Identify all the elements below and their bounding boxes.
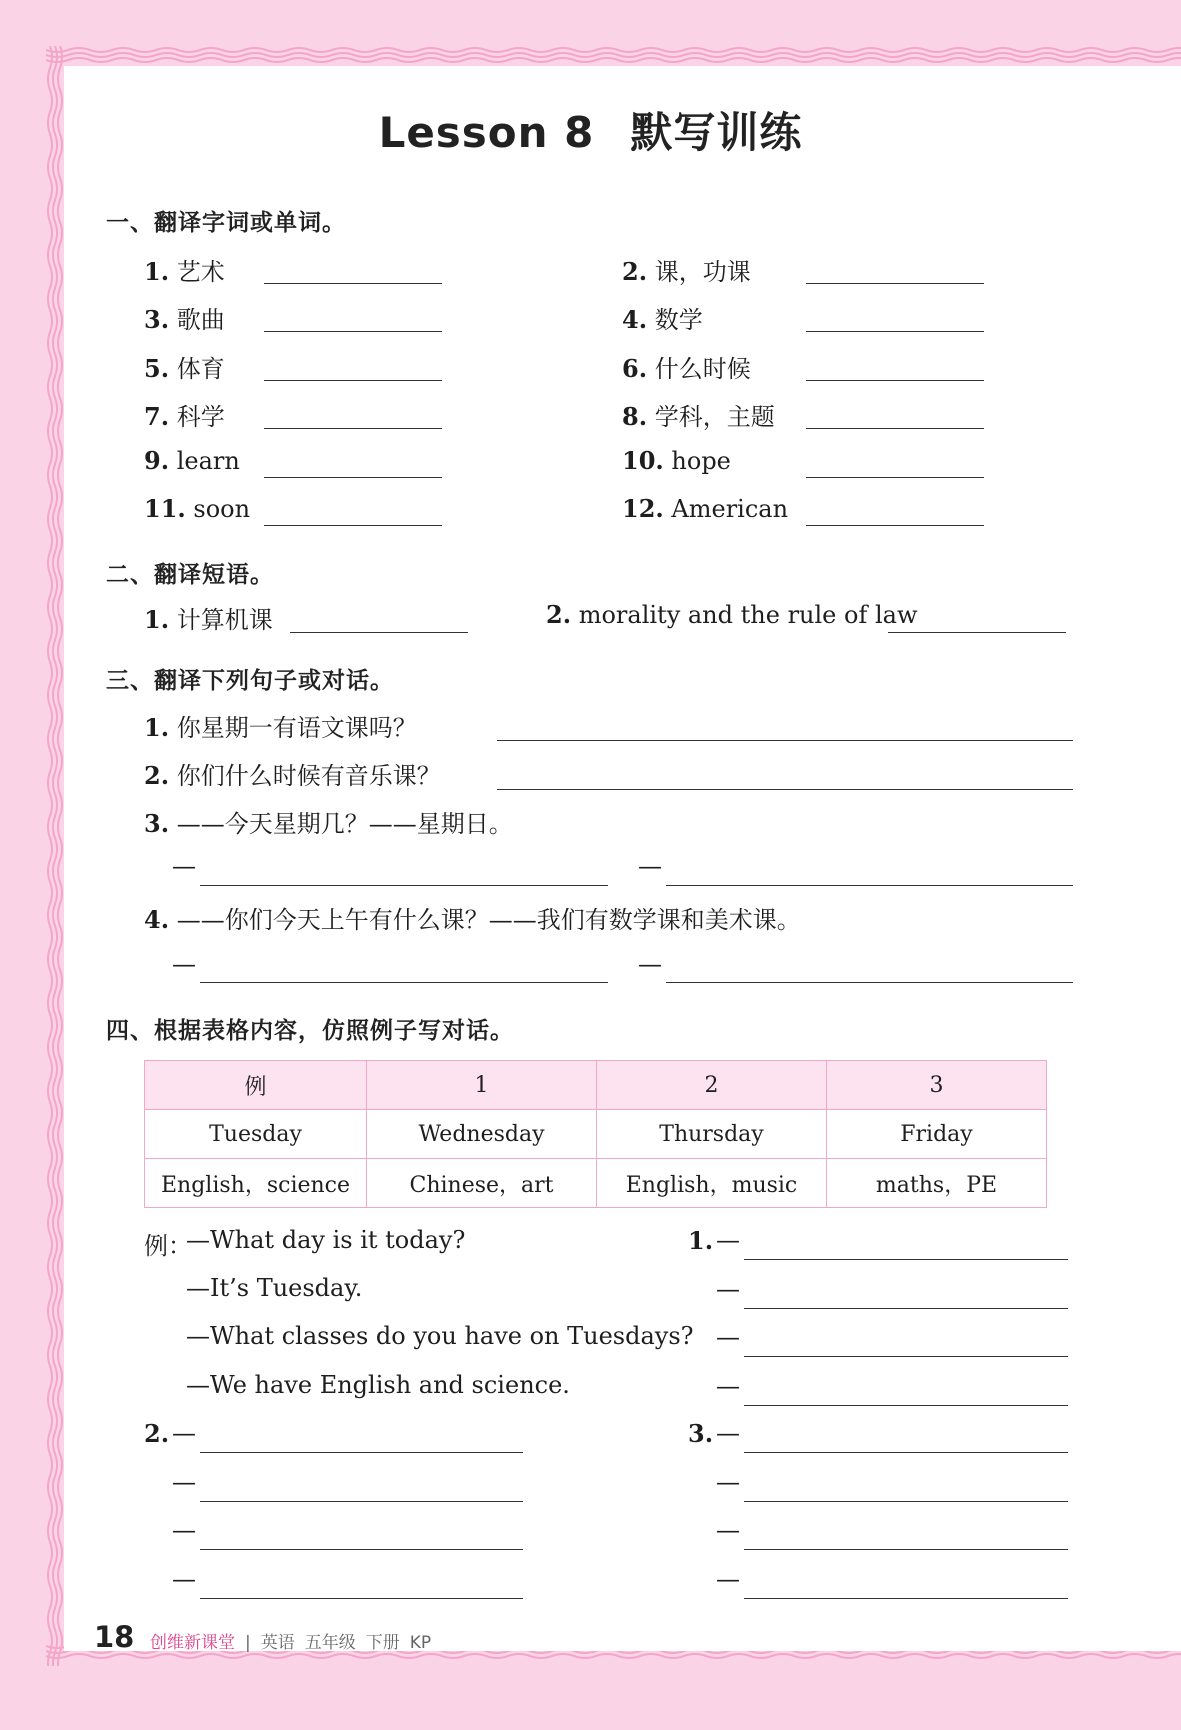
answer-line[interactable]	[264, 428, 442, 429]
example-line-2: —It’s Tuesday.	[186, 1274, 363, 1302]
table-header-cell: 1	[367, 1061, 597, 1110]
example-line-3: —What classes do you have on Tuesdays?	[186, 1322, 694, 1350]
page-number: 18	[94, 1620, 135, 1654]
item-number: 1.	[144, 605, 170, 634]
item-number: 3.	[144, 809, 170, 838]
dialogue-dash: —	[172, 1467, 196, 1496]
answer-line[interactable]	[744, 1308, 1068, 1309]
item-number: 10.	[622, 446, 664, 475]
table-header-cell: 例	[145, 1061, 367, 1110]
dialogue-dash: —	[172, 1564, 196, 1593]
table-cell: maths，PE	[827, 1159, 1047, 1208]
answer-line[interactable]	[200, 1549, 523, 1550]
section4-heading: 四、根据表格内容，仿照例子写对话。	[106, 1018, 514, 1044]
table-header-cell: 2	[597, 1061, 827, 1110]
section2-item-2	[546, 600, 918, 629]
item-text: morality and the rule of law	[578, 601, 918, 629]
item-text: 科学	[176, 403, 225, 431]
answer-line[interactable]	[744, 1452, 1068, 1453]
dialogue-dash: —	[172, 1419, 196, 1447]
item-number: 3.	[688, 1419, 714, 1448]
section1-item-2	[622, 252, 751, 287]
answer-line[interactable]	[290, 632, 468, 633]
section3-item-4	[144, 900, 801, 935]
answer-line[interactable]	[806, 380, 984, 381]
item-text: 你星期一有语文课吗？	[176, 714, 417, 742]
table-row	[145, 1110, 1047, 1159]
section3-item-2	[144, 756, 441, 791]
answer-line[interactable]	[497, 740, 1073, 741]
item-text: 什么时候	[654, 355, 751, 383]
item-number: 11.	[144, 494, 186, 523]
answer-line[interactable]	[806, 477, 984, 478]
item-text: ——今天星期几？——星期日。	[176, 810, 513, 838]
answer-line[interactable]	[200, 1598, 523, 1599]
edition: KP	[409, 1633, 432, 1653]
answer-line[interactable]	[666, 982, 1073, 983]
item-text: 学科，主题	[654, 403, 775, 431]
item-number: 6.	[622, 354, 648, 383]
item-number: 8.	[622, 402, 648, 431]
section1-item-1	[144, 252, 225, 287]
item-number: 1.	[688, 1226, 714, 1255]
section3-item-3	[144, 804, 513, 839]
section2-heading: 二、翻译短语。	[106, 562, 274, 588]
answer-line[interactable]	[497, 789, 1073, 790]
table-cell: Chinese，art	[367, 1159, 597, 1208]
item-text: ——你们今天上午有什么课？——我们有数学课和美术课。	[176, 906, 801, 934]
item-number: 4.	[622, 305, 648, 334]
item-number: 3.	[144, 305, 170, 334]
answer-line[interactable]	[200, 1501, 523, 1502]
section1-item-5	[144, 349, 225, 384]
section3-item-1	[144, 708, 417, 743]
section1-item-3	[144, 300, 225, 335]
answer-line[interactable]	[200, 885, 608, 886]
answer-line[interactable]	[744, 1598, 1068, 1599]
schedule-table	[144, 1060, 1047, 1208]
item-number: 2.	[546, 600, 572, 629]
answer-line[interactable]	[264, 283, 442, 284]
table-header-row	[145, 1061, 1047, 1110]
item-number: 2.	[622, 257, 648, 286]
dialogue-dash: —	[172, 950, 196, 978]
table-header-cell: 3	[827, 1061, 1047, 1110]
table-row	[145, 1159, 1047, 1208]
dialogue-dash: —	[716, 1371, 740, 1400]
answer-number	[688, 1419, 713, 1448]
item-text: hope	[671, 447, 731, 475]
answer-line[interactable]	[264, 331, 442, 332]
item-text: 艺术	[176, 258, 225, 286]
dialogue-dash: —	[716, 1226, 740, 1254]
answer-line[interactable]	[744, 1405, 1068, 1406]
item-text: 歌曲	[176, 306, 225, 334]
item-number: 12.	[622, 494, 664, 523]
item-number: 7.	[144, 402, 170, 431]
answer-line[interactable]	[264, 380, 442, 381]
table-cell: Friday	[827, 1110, 1047, 1159]
dialogue-dash: —	[716, 1419, 740, 1447]
item-text: 你们什么时候有音乐课？	[176, 762, 441, 790]
volume: 下册	[365, 1633, 400, 1653]
answer-line[interactable]	[744, 1259, 1068, 1260]
answer-line[interactable]	[744, 1549, 1068, 1550]
section3-heading: 三、翻译下列句子或对话。	[106, 668, 394, 694]
dialogue-dash: —	[172, 852, 196, 880]
page-title	[0, 100, 1181, 160]
separator: |	[245, 1633, 251, 1653]
item-text: soon	[193, 495, 251, 523]
section2-item-1	[144, 600, 273, 635]
answer-line[interactable]	[806, 525, 984, 526]
table-cell: English，science	[145, 1159, 367, 1208]
answer-line[interactable]	[806, 428, 984, 429]
item-text: 计算机课	[176, 606, 273, 634]
dialogue-dash: —	[716, 1564, 740, 1593]
dialogue-dash: —	[716, 1274, 740, 1303]
subject: 英语	[260, 1633, 295, 1653]
answer-line[interactable]	[888, 632, 1066, 633]
example-label: 例：	[144, 1232, 192, 1260]
lesson-label: Lesson 8	[378, 108, 595, 157]
item-text: learn	[176, 447, 240, 475]
dialogue-dash: —	[716, 1516, 740, 1544]
grade: 五年级	[304, 1633, 356, 1653]
answer-number	[144, 1419, 169, 1448]
dialogue-dash: —	[716, 1467, 740, 1496]
section1-item-8	[622, 397, 775, 432]
section1-item-12	[622, 494, 788, 523]
section1-item-4	[622, 300, 703, 335]
section1-item-6	[622, 349, 751, 384]
answer-line[interactable]	[806, 331, 984, 332]
table-cell: Wednesday	[367, 1110, 597, 1159]
book-info	[245, 1628, 441, 1653]
dialogue-dash: —	[716, 1323, 740, 1351]
item-number: 9.	[144, 446, 170, 475]
item-number: 1.	[144, 713, 170, 742]
example-line-1: —What day is it today?	[186, 1226, 466, 1254]
item-number: 2.	[144, 761, 170, 790]
dialogue-dash: —	[172, 1516, 196, 1544]
item-number: 2.	[144, 1419, 170, 1448]
table-cell: English，music	[597, 1159, 827, 1208]
section1-item-7	[144, 397, 225, 432]
item-text: 体育	[176, 355, 225, 383]
answer-line[interactable]	[744, 1501, 1068, 1502]
item-number: 5.	[144, 354, 170, 383]
table-cell: Thursday	[597, 1110, 827, 1159]
item-number: 4.	[144, 905, 170, 934]
answer-line[interactable]	[264, 477, 442, 478]
dialogue-dash: —	[638, 852, 662, 880]
item-text: American	[671, 495, 789, 523]
item-text: 数学	[654, 306, 703, 334]
section1-item-9	[144, 446, 240, 475]
dialogue-dash: —	[638, 950, 662, 978]
table-cell: Tuesday	[145, 1110, 367, 1159]
answer-number	[688, 1226, 713, 1255]
lesson-subtitle: 默写训练	[630, 108, 803, 157]
section1-heading: 一、翻译字词或单词。	[106, 210, 346, 236]
item-number: 1.	[144, 257, 170, 286]
answer-line[interactable]	[264, 525, 442, 526]
example-line-4: —We have English and science.	[186, 1371, 570, 1399]
section1-item-11	[144, 494, 250, 523]
answer-line[interactable]	[666, 885, 1073, 886]
answer-line[interactable]	[806, 283, 984, 284]
item-text: 课，功课	[654, 258, 751, 286]
answer-line[interactable]	[744, 1356, 1068, 1357]
section1-item-10	[622, 446, 731, 475]
answer-line[interactable]	[200, 982, 608, 983]
answer-line[interactable]	[200, 1452, 523, 1453]
brand-name: 创维新课堂	[150, 1633, 235, 1653]
